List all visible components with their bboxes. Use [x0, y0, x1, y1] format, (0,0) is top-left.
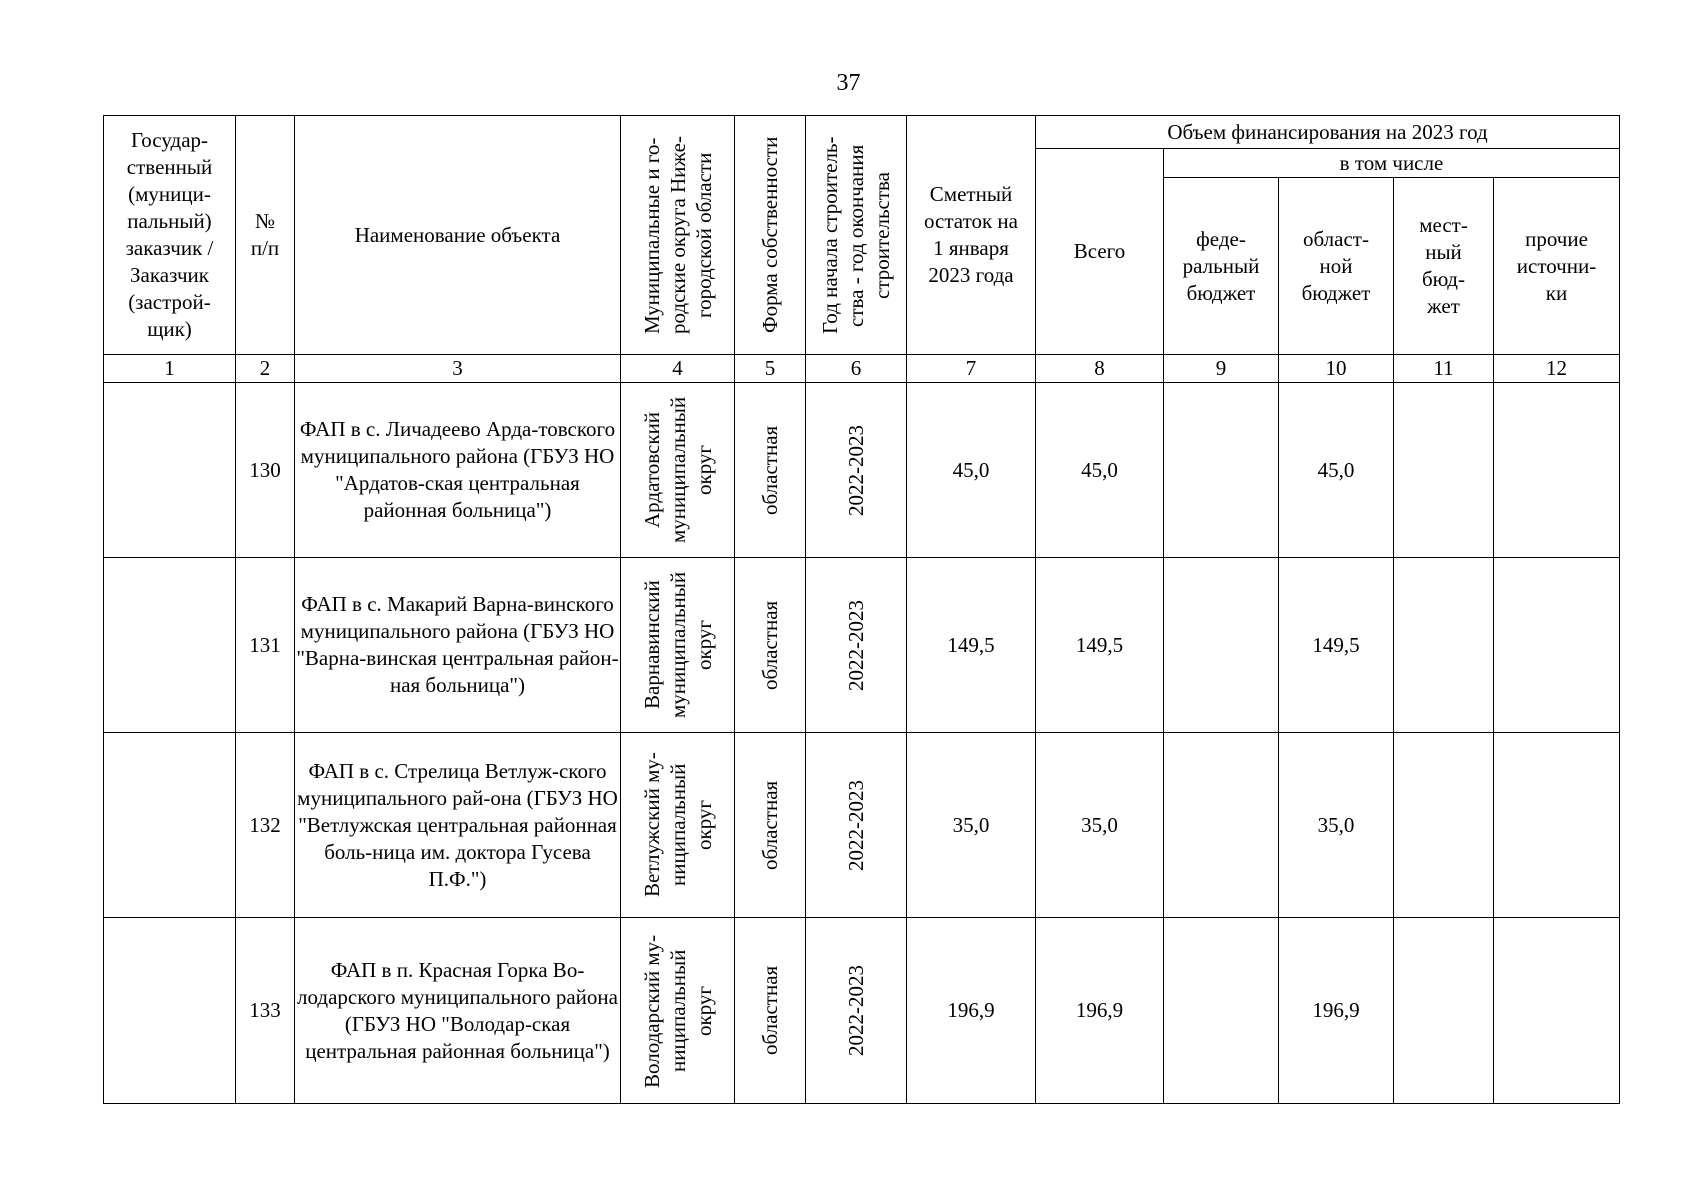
cell-other: [1494, 918, 1620, 1104]
cell-municipality-text: Ветлужский му-ниципальный округ: [639, 752, 716, 898]
cell-years-text: 2022-2023: [844, 779, 868, 871]
cell-balance: 35,0: [907, 733, 1036, 918]
cell-regional: 45,0: [1279, 383, 1394, 558]
cell-object-name: ФАП в с. Стрелица Ветлуж-ского муниципального рай-она (ГБУЗ НО "Ветлужская центральная районная боль-ница им. доктора Гусева П.Ф."): [295, 733, 621, 918]
cell-total: 196,9: [1036, 918, 1164, 1104]
cell-num: 131: [236, 558, 295, 733]
cell-years-text: 2022-2023: [844, 424, 868, 516]
cell-local: [1394, 733, 1494, 918]
cell-years: [806, 918, 907, 1104]
cell-ownership-text: областная: [758, 965, 782, 1056]
header-ownership-text: Форма собственности: [758, 136, 782, 334]
cell-municipality-text: Варнавинский муниципальный округ: [639, 571, 716, 719]
cell-years: [806, 558, 907, 733]
cell-ownership: [735, 383, 806, 558]
header-including: в том числе: [1164, 149, 1620, 178]
cell-num: 133: [236, 918, 295, 1104]
column-number: 7: [907, 355, 1036, 383]
column-numbers-row: [104, 355, 1620, 383]
cell-total: 149,5: [1036, 558, 1164, 733]
cell-balance: 149,5: [907, 558, 1036, 733]
header-municipality: [621, 116, 735, 355]
header-federal: феде-ральный бюджет: [1164, 178, 1279, 355]
cell-object-name: ФАП в с. Личадеево Арда-товского муниципального района (ГБУЗ НО "Ардатов-ская центральная районная больница"): [295, 383, 621, 558]
header-financing: Объем финансирования на 2023 год: [1036, 116, 1620, 149]
header-years: [806, 116, 907, 355]
cell-regional: 196,9: [1279, 918, 1394, 1104]
cell-years-text: 2022-2023: [844, 965, 868, 1056]
header-row-1: [104, 116, 1620, 149]
column-number: 11: [1394, 355, 1494, 383]
cell-ownership: [735, 733, 806, 918]
cell-federal: [1164, 383, 1279, 558]
cell-object-name: ФАП в с. Макарий Варна-винского муниципального района (ГБУЗ НО "Варна-винская центральная район-ная больница"): [295, 558, 621, 733]
cell-customer: [104, 558, 236, 733]
header-customer: Государ-ственный (муници-пальный) заказчик / Заказчик (застрой-щик): [104, 116, 236, 355]
cell-municipality-text: Ардатовский муниципальный округ: [639, 396, 716, 544]
header-num: № п/п: [236, 116, 295, 355]
header-other: прочие источни-ки: [1494, 178, 1620, 355]
cell-other: [1494, 383, 1620, 558]
cell-total: 35,0: [1036, 733, 1164, 918]
cell-regional: 149,5: [1279, 558, 1394, 733]
cell-federal: [1164, 733, 1279, 918]
cell-municipality: [621, 558, 735, 733]
cell-federal: [1164, 558, 1279, 733]
column-number: 12: [1494, 355, 1620, 383]
column-number: 1: [104, 355, 236, 383]
column-number: 5: [735, 355, 806, 383]
cell-total: 45,0: [1036, 383, 1164, 558]
cell-years: [806, 383, 907, 558]
cell-balance: 196,9: [907, 918, 1036, 1104]
cell-ownership-text: областная: [758, 425, 782, 515]
cell-local: [1394, 383, 1494, 558]
cell-ownership: [735, 558, 806, 733]
header-total: Всего: [1036, 149, 1164, 355]
cell-ownership: [735, 918, 806, 1104]
cell-object-name: ФАП в п. Красная Горка Во-лодарского муниципального района (ГБУЗ НО "Володар-ская центральная районная больница"): [295, 918, 621, 1104]
header-years-text: Год начала строитель-ства - год окончания строительства: [818, 136, 894, 334]
header-object-name: Наименование объекта: [295, 116, 621, 355]
table-row: [104, 733, 1620, 918]
cell-customer: [104, 733, 236, 918]
cell-years: [806, 733, 907, 918]
cell-years-text: 2022-2023: [844, 599, 868, 691]
column-number: 2: [236, 355, 295, 383]
header-municipality-text: Муниципальные и го-родские округа Ниже-городской области: [639, 136, 716, 334]
page-number: 37: [836, 70, 861, 96]
cell-num: 132: [236, 733, 295, 918]
table-row: [104, 383, 1620, 558]
column-number: 9: [1164, 355, 1279, 383]
column-number: 8: [1036, 355, 1164, 383]
cell-municipality: [621, 383, 735, 558]
column-number: 3: [295, 355, 621, 383]
header-local: мест-ный бюд-жет: [1394, 178, 1494, 355]
cell-municipality: [621, 918, 735, 1104]
cell-local: [1394, 918, 1494, 1104]
header-regional: област-ной бюджет: [1279, 178, 1394, 355]
cell-customer: [104, 918, 236, 1104]
cell-regional: 35,0: [1279, 733, 1394, 918]
cell-federal: [1164, 918, 1279, 1104]
table-row: [104, 558, 1620, 733]
cell-municipality: [621, 733, 735, 918]
cell-other: [1494, 733, 1620, 918]
financing-table: [103, 115, 1620, 1104]
header-ownership: [735, 116, 806, 355]
column-number: 10: [1279, 355, 1394, 383]
header-balance: Сметный остаток на 1 января 2023 года: [907, 116, 1036, 355]
cell-other: [1494, 558, 1620, 733]
column-number: 6: [806, 355, 907, 383]
table-row: [104, 918, 1620, 1104]
cell-balance: 45,0: [907, 383, 1036, 558]
cell-ownership-text: областная: [758, 600, 782, 690]
cell-local: [1394, 558, 1494, 733]
cell-num: 130: [236, 383, 295, 558]
cell-municipality-text: Володарский му-ниципальный округ: [639, 933, 716, 1088]
cell-customer: [104, 383, 236, 558]
column-number: 4: [621, 355, 735, 383]
cell-ownership-text: областная: [758, 780, 782, 870]
